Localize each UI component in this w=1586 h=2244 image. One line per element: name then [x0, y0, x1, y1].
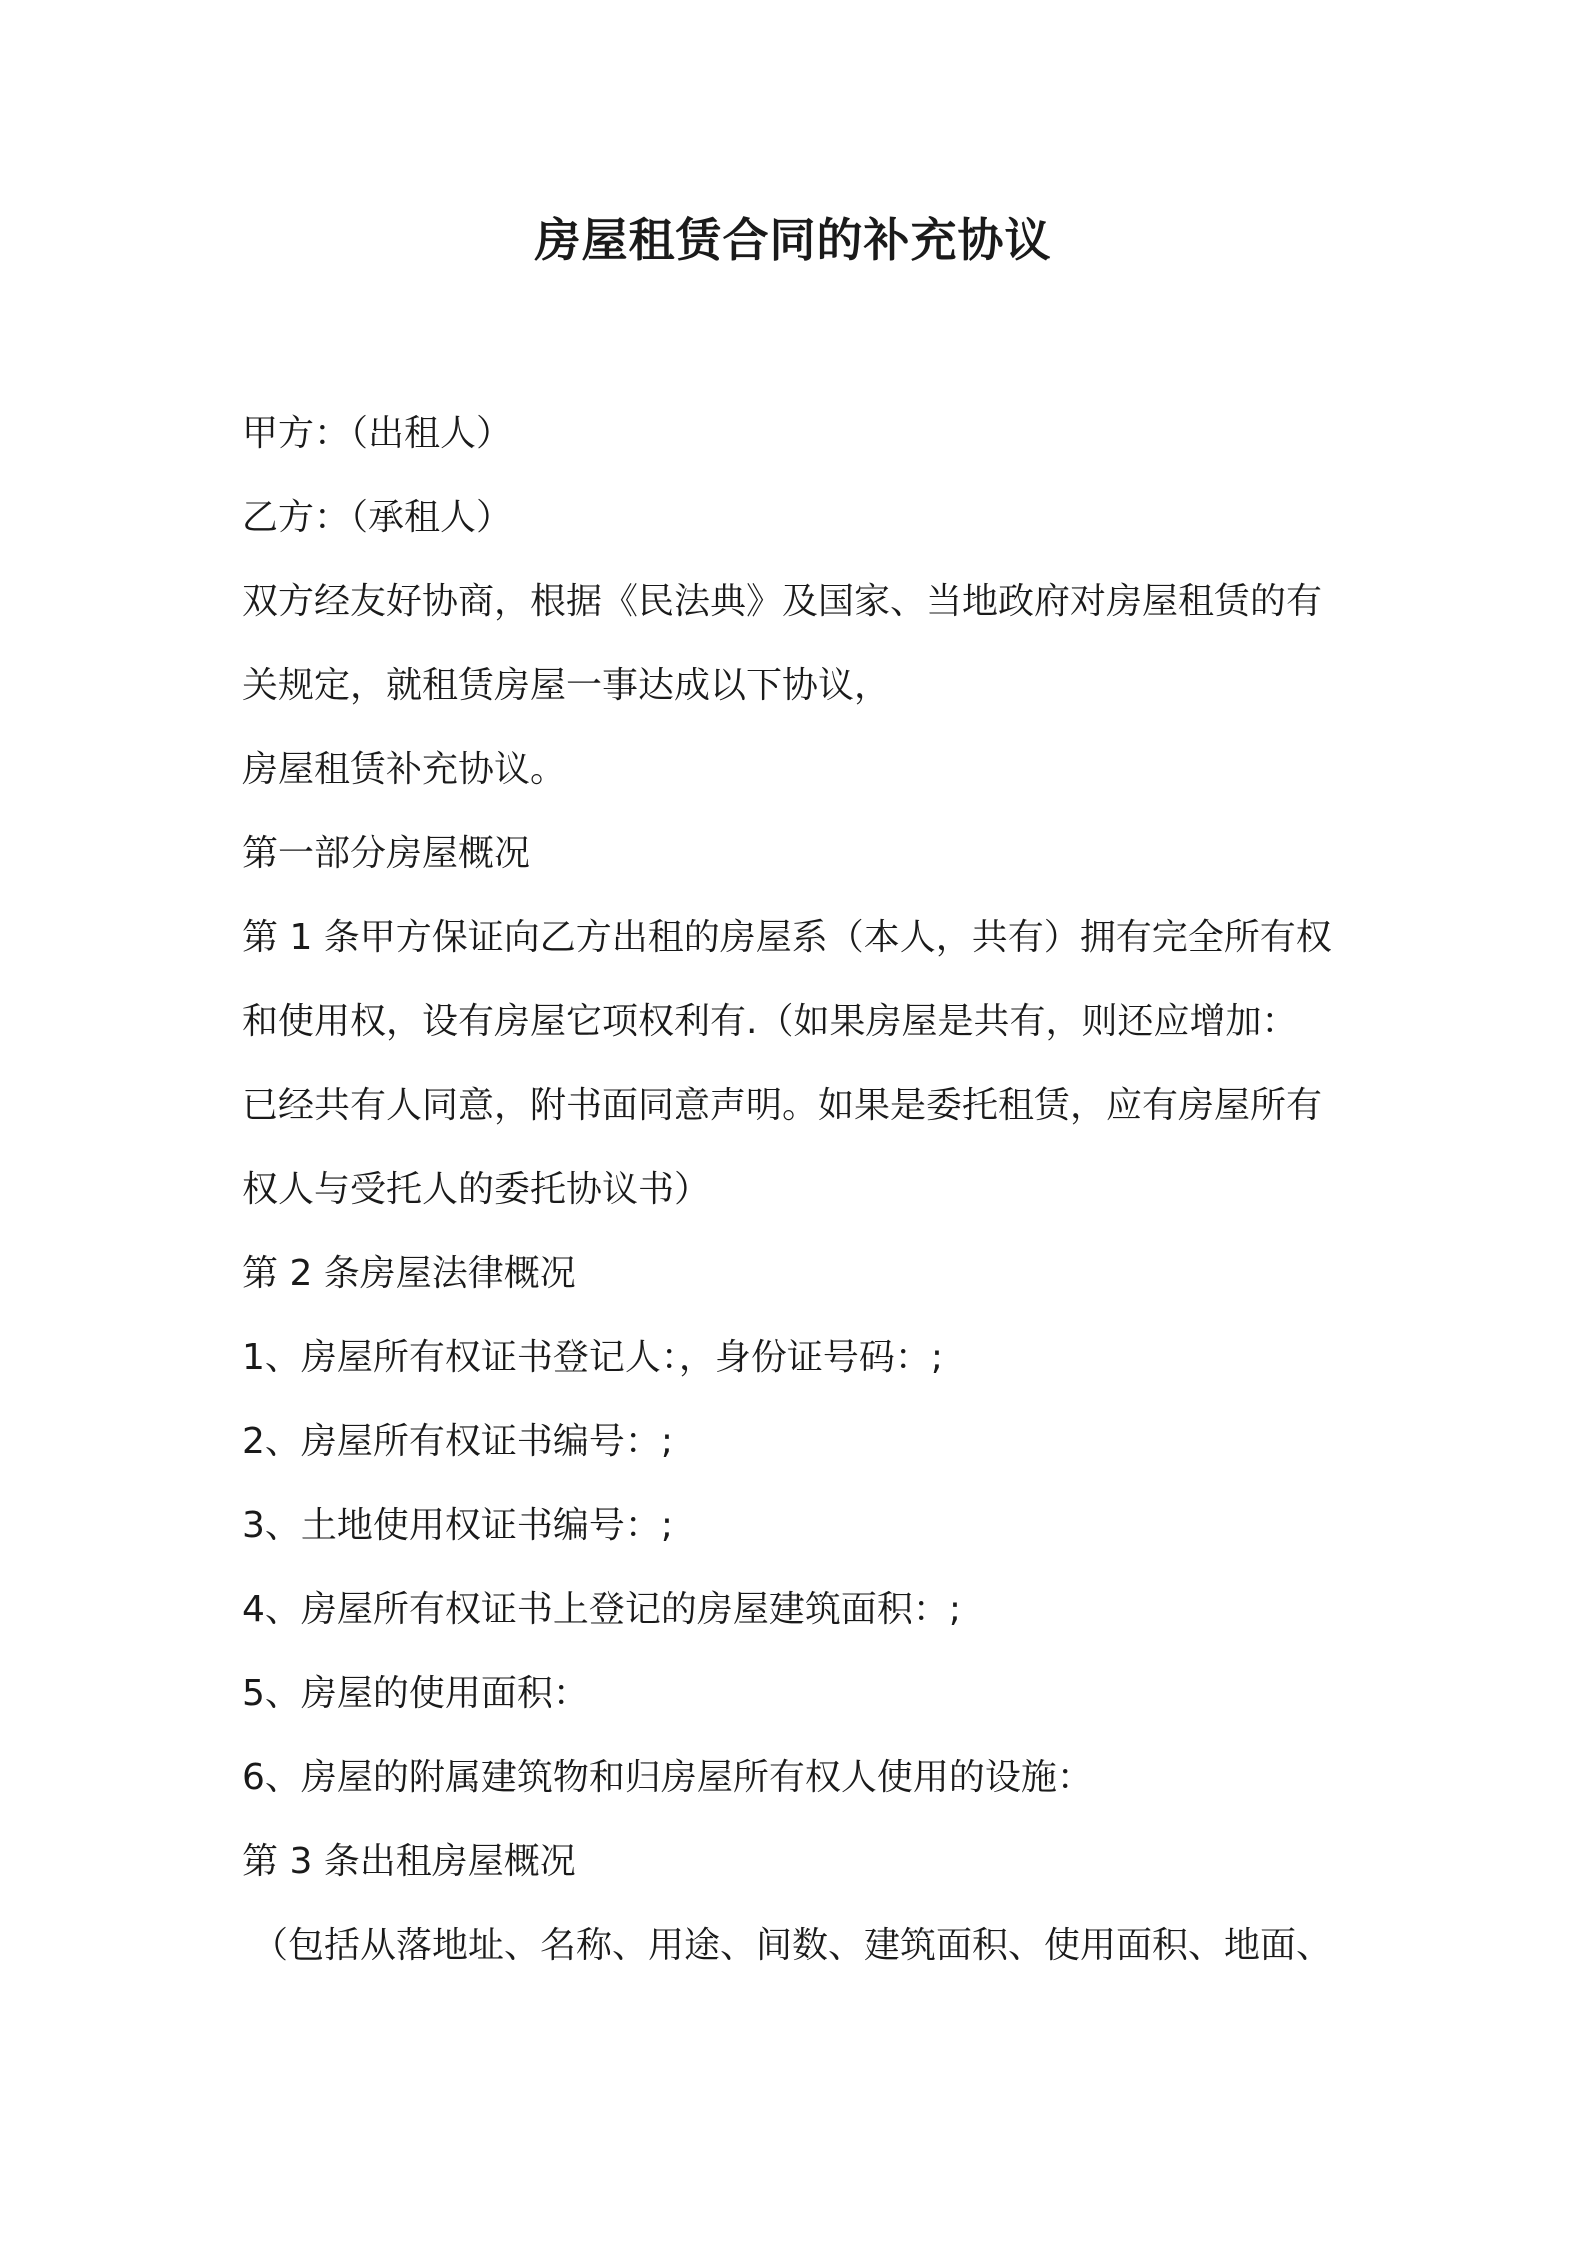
article-2-item-3: 3、土地使用权证书编号：;: [242, 1505, 674, 1546]
party-b-line: 乙方：（承租人）: [242, 497, 513, 538]
preamble-line-1: 双方经友好协商，根据《民法典》及国家、当地政府对房屋租赁的有: [242, 581, 1323, 622]
article-2-item-6: 6、房屋的附属建筑物和归房屋所有权人使用的设施：: [242, 1757, 1093, 1798]
part-one-heading: 第一部分房屋概况: [242, 833, 531, 874]
article-2-item-5: 5、房屋的使用面积：: [242, 1673, 589, 1714]
document-title: 房屋租赁合同的补充协议: [534, 213, 1052, 267]
article-2-item-4: 4、房屋所有权证书上登记的房屋建筑面积：;: [242, 1589, 962, 1630]
article-2-heading: 第 2 条房屋法律概况: [242, 1253, 576, 1294]
preamble-line-2: 关规定，就租赁房屋一事达成以下协议，: [242, 665, 891, 706]
article-2-item-1: 1、房屋所有权证书登记人：，身份证号码：;: [242, 1337, 944, 1378]
article-3-heading: 第 3 条出租房屋概况: [242, 1841, 576, 1882]
agreement-name-line: 房屋租赁补充协议。: [242, 749, 567, 790]
article-1-line-4: 权人与受托人的委托协议书）: [242, 1169, 711, 1210]
article-1-line-1: 第 1 条甲方保证向乙方出租的房屋系（本人，共有）拥有完全所有权: [242, 917, 1332, 958]
article-1-line-3: 已经共有人同意，附书面同意声明。如果是委托租赁，应有房屋所有: [242, 1085, 1323, 1126]
article-2-item-2: 2、房屋所有权证书编号：;: [242, 1421, 674, 1462]
article-1-line-2: 和使用权，设有房屋它项权利有.（如果房屋是共有，则还应增加：: [242, 1001, 1298, 1042]
party-a-line: 甲方：（出租人）: [242, 413, 513, 454]
article-3-line-1: （包括从落地址、名称、用途、间数、建筑面积、使用面积、地面、: [252, 1925, 1333, 1966]
document-body: [242, 404, 1362, 2000]
